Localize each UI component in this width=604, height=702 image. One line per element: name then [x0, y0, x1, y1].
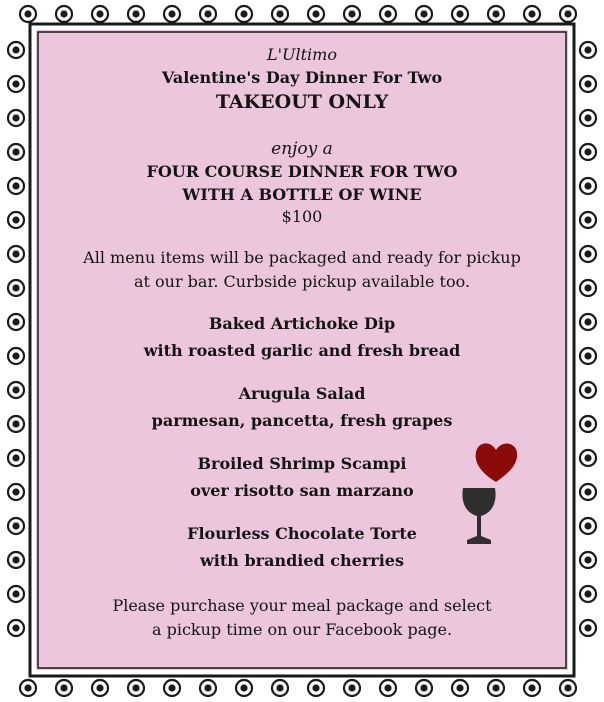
offer-block [48, 138, 556, 228]
course-name: Baked Artichoke Dip [208, 314, 396, 333]
frame-swirl [580, 518, 596, 534]
frame-swirl [8, 178, 24, 194]
frame-swirl [8, 552, 24, 568]
frame-swirl [416, 6, 432, 22]
frame-swirl [164, 6, 180, 22]
frame-swirl [8, 246, 24, 262]
frame-swirl [20, 6, 36, 22]
closing-line-1: Please purchase your meal package and select [112, 596, 492, 615]
frame-swirl [580, 280, 596, 296]
course-name: Broiled Shrimp Scampi [197, 454, 407, 473]
frame-swirl [380, 680, 396, 696]
frame-swirl [8, 42, 24, 58]
frame-swirl [272, 680, 288, 696]
frame-swirl [8, 484, 24, 500]
frame-swirl [128, 6, 144, 22]
frame-swirl [8, 314, 24, 330]
frame-swirl [8, 518, 24, 534]
frame-swirl [8, 76, 24, 92]
wine-heart-illustration [456, 436, 522, 548]
frame-swirl [8, 586, 24, 602]
frame-swirl [380, 6, 396, 22]
frame-swirl [344, 680, 360, 696]
pickup-info-line-1: All menu items will be packaged and ready for pickup [83, 248, 521, 267]
event-title: Valentine's Day Dinner For Two [161, 68, 443, 87]
frame-swirl [580, 620, 596, 636]
frame-swirl [8, 620, 24, 636]
frame-swirl [452, 680, 468, 696]
frame-swirl [416, 680, 432, 696]
frame-swirl [8, 382, 24, 398]
heart-icon [476, 443, 517, 482]
offer-price: $100 [281, 207, 323, 226]
frame-swirl [200, 680, 216, 696]
frame-swirl [580, 314, 596, 330]
course-description: with brandied cherries [200, 551, 404, 570]
frame-swirl [164, 680, 180, 696]
frame-swirl [8, 348, 24, 364]
frame-swirl [8, 212, 24, 228]
frame-swirl [56, 6, 72, 22]
frame-swirl [20, 680, 36, 696]
frame-swirl [236, 680, 252, 696]
takeout-notice: TAKEOUT ONLY [215, 91, 389, 113]
frame-swirl [8, 144, 24, 160]
frame-swirl [452, 6, 468, 22]
offer-line-2: WITH A BOTTLE OF WINE [182, 185, 422, 204]
frame-swirl [200, 6, 216, 22]
offer-line-1: FOUR COURSE DINNER FOR TWO [146, 162, 458, 181]
frame-swirl [560, 680, 576, 696]
course-description: parmesan, pancetta, fresh grapes [151, 411, 453, 430]
frame-swirl [344, 6, 360, 22]
closing-line-2: a pickup time on our Facebook page. [151, 620, 453, 639]
frame-swirl [308, 6, 324, 22]
course-item [48, 310, 556, 364]
frame-swirl [580, 144, 596, 160]
menu-header [48, 44, 556, 114]
frame-swirl [580, 348, 596, 364]
wine-glass-icon [462, 488, 495, 544]
frame-swirl [580, 552, 596, 568]
frame-swirl [8, 280, 24, 296]
restaurant-name: L'Ultimo [267, 45, 337, 64]
course-description: with roasted garlic and fresh bread [143, 341, 461, 360]
frame-swirl [56, 680, 72, 696]
frame-swirl [580, 416, 596, 432]
frame-swirl [560, 6, 576, 22]
frame-swirl [580, 42, 596, 58]
menu-content [48, 44, 556, 658]
frame-swirl [524, 680, 540, 696]
frame-swirl [580, 212, 596, 228]
frame-swirl [580, 178, 596, 194]
frame-swirl [580, 450, 596, 466]
pickup-info-line-2: at our bar. Curbside pickup available too. [133, 272, 471, 291]
frame-swirl [128, 680, 144, 696]
frame-swirl [308, 680, 324, 696]
closing-note [48, 594, 556, 642]
frame-swirl [580, 110, 596, 126]
pickup-info [48, 246, 556, 294]
frame-swirl [236, 6, 252, 22]
course-description: over risotto san marzano [190, 481, 414, 500]
frame-swirl [580, 484, 596, 500]
frame-swirl [580, 382, 596, 398]
frame-swirl [580, 76, 596, 92]
frame-swirl [8, 416, 24, 432]
frame-swirl [92, 6, 108, 22]
frame-swirl [580, 246, 596, 262]
frame-swirl [8, 450, 24, 466]
frame-swirl [580, 586, 596, 602]
course-item [48, 380, 556, 434]
course-name: Arugula Salad [238, 384, 366, 403]
frame-swirl [8, 110, 24, 126]
offer-intro: enjoy a [271, 139, 333, 159]
frame-swirl [272, 6, 288, 22]
frame-swirl [524, 6, 540, 22]
frame-swirl [92, 680, 108, 696]
frame-swirl [488, 680, 504, 696]
course-name: Flourless Chocolate Torte [187, 524, 417, 543]
frame-swirl [488, 6, 504, 22]
